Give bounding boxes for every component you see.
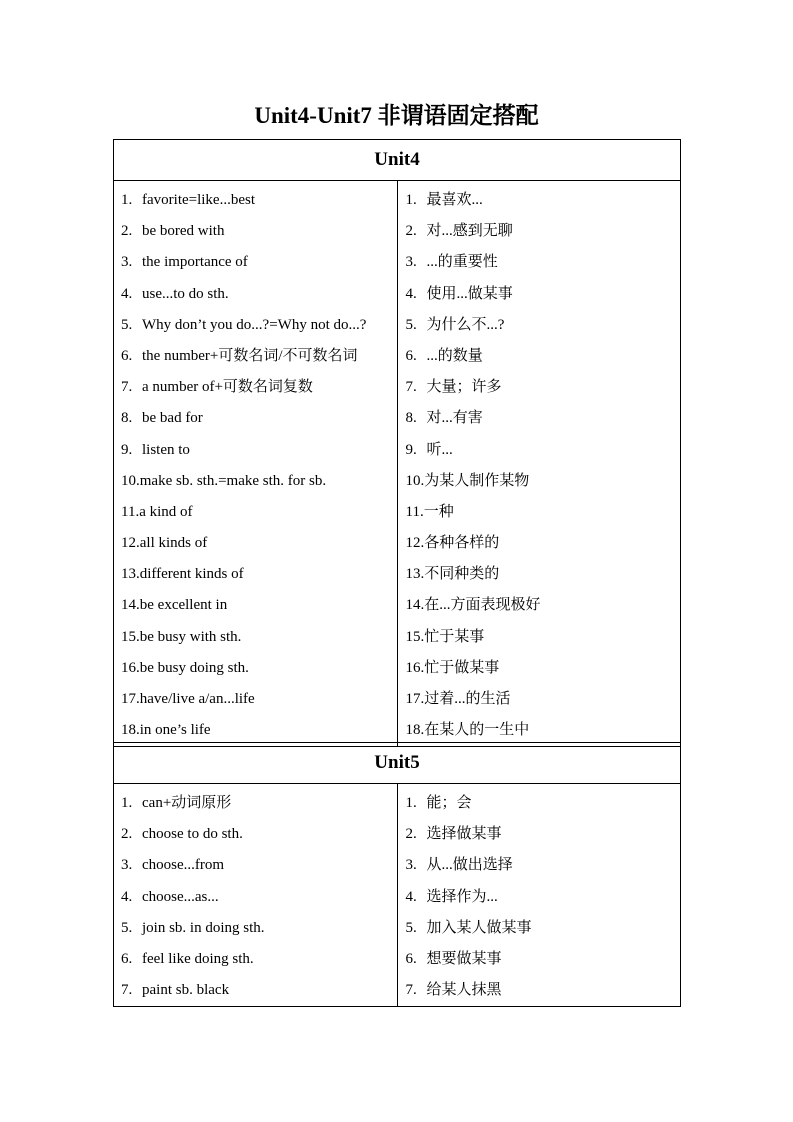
list-item [114,850,397,881]
item-number: 13. [121,566,140,583]
chinese-meaning: 选择做某事 [426,826,502,843]
list-item [398,913,681,944]
item-number: 7. [121,982,133,999]
list-item [398,944,681,975]
english-phrase: the importance of [142,254,248,271]
item-number: 2. [121,826,133,843]
chinese-meaning: 在...方面表现极好 [424,597,541,614]
item-number: 2. [405,223,417,240]
list-item [398,788,681,819]
list-item [398,975,681,1006]
list-item [114,435,397,466]
item-number: 17. [405,691,425,707]
unit4-chinese-list [398,181,681,746]
item-number: 6. [121,950,133,967]
chinese-meaning: 过着...的生活 [424,691,511,707]
unit4-header-row [114,140,681,181]
english-phrase: Why don’t you do...?=Why not do...? [142,316,367,333]
item-number: 12. [405,535,425,552]
chinese-meaning: 为什么不...? [426,316,505,333]
unit4-chinese-column [397,181,681,747]
chinese-meaning: 大量；许多 [426,379,502,396]
english-phrase: use...to do sth. [142,285,229,302]
list-item [114,185,397,216]
item-number: 1. [405,795,417,811]
english-phrase: choose to do sth. [142,826,243,843]
chinese-meaning: 听... [426,441,453,458]
list-item [398,819,681,850]
item-number: 6. [121,347,133,364]
chinese-meaning: 选择作为... [426,888,498,905]
unit5-header: Unit5 [114,743,681,784]
english-phrase: join sb. in doing sth. [142,919,265,936]
chinese-meaning: ...的数量 [426,347,483,364]
english-phrase: paint sb. black [142,982,230,999]
english-phrase: can+动词原形 [142,795,232,811]
english-phrase: be excellent in [139,597,228,614]
list-item [114,403,397,434]
english-phrase: have/live a/an...life [139,691,255,707]
english-phrase: be bad for [142,410,203,427]
item-number: 4. [121,285,133,302]
list-item [398,684,681,715]
item-number: 5. [121,919,133,936]
list-item [114,559,397,590]
chinese-meaning: 对...感到无聊 [426,223,513,240]
english-phrase: a number of+可数名词复数 [142,379,313,396]
list-item [114,622,397,653]
item-number: 7. [121,379,133,396]
item-number: 6. [405,347,417,364]
chinese-meaning: ...的重要性 [426,254,498,271]
item-number: 15. [121,628,140,645]
item-number: 5. [121,316,133,333]
list-item [114,310,397,341]
english-phrase: in one’s life [139,722,211,739]
chinese-meaning: 想要做某事 [426,950,502,967]
item-number: 6. [405,950,417,967]
item-number: 17. [121,691,140,707]
chinese-meaning: 不同种类的 [424,566,500,583]
unit5-chinese-list [398,784,681,1006]
english-phrase: all kinds of [139,535,208,552]
list-item [114,653,397,684]
english-phrase: favorite=like...best [142,192,256,208]
item-number: 15. [405,628,425,645]
list-item [398,528,681,559]
item-number: 4. [405,285,417,302]
chinese-meaning: 从...做出选择 [426,857,513,874]
english-phrase: a kind of [139,503,193,520]
item-number: 5. [405,919,417,936]
chinese-meaning: 为某人制作某物 [424,472,530,489]
list-item [398,372,681,403]
english-phrase: different kinds of [139,566,244,583]
item-number: 11. [405,503,424,520]
list-item [398,559,681,590]
item-number: 16. [121,659,140,676]
list-item [398,310,681,341]
unit4-table [113,139,681,747]
chinese-meaning: 最喜欢... [426,192,483,208]
unit4-header: Unit4 [114,140,681,181]
chinese-meaning: 在某人的一生中 [424,722,530,739]
item-number: 5. [405,316,417,333]
item-number: 13. [405,566,425,583]
item-number: 18. [121,722,140,739]
chinese-meaning: 忙于做某事 [424,659,500,676]
item-number: 10. [121,472,140,489]
unit4-english-list [114,181,397,746]
list-item [114,944,397,975]
english-phrase: be busy doing sth. [139,659,249,676]
list-item [114,497,397,528]
list-item [398,279,681,310]
list-item [114,341,397,372]
item-number: 9. [121,441,133,458]
page-title: Unit4-Unit7 非谓语固定搭配 [254,103,539,128]
item-number: 10. [405,472,425,489]
list-item [114,590,397,621]
english-phrase: be busy with sth. [139,628,242,645]
chinese-meaning: 使用...做某事 [426,285,513,302]
chinese-meaning: 加入某人做某事 [426,919,532,936]
list-item [114,913,397,944]
chinese-meaning: 给某人抹黑 [426,982,502,999]
unit5-english-list [114,784,397,1006]
list-item [114,372,397,403]
english-phrase: the number+可数名词/不可数名词 [142,347,358,364]
item-number: 11. [121,503,140,520]
list-item [114,684,397,715]
list-item [114,279,397,310]
list-item [114,975,397,1006]
list-item [398,466,681,497]
list-item [114,819,397,850]
list-item [398,590,681,621]
item-number: 16. [405,659,425,676]
unit4-english-column [114,181,398,747]
chinese-meaning: 一种 [423,503,454,520]
chinese-meaning: 对...有害 [426,410,483,427]
english-phrase: choose...from [142,857,225,874]
list-item [398,435,681,466]
item-number: 7. [405,379,417,396]
item-number: 4. [121,888,133,905]
item-number: 9. [405,441,417,458]
list-item [398,341,681,372]
list-item [114,788,397,819]
list-item [114,882,397,913]
english-phrase: choose...as... [142,888,219,905]
list-item [398,850,681,881]
list-item [398,497,681,528]
item-number: 3. [405,254,417,271]
item-number: 14. [121,597,140,614]
item-number: 7. [405,982,417,999]
item-number: 3. [121,857,133,874]
list-item [398,653,681,684]
item-number: 8. [121,410,133,427]
item-number: 18. [405,722,425,739]
english-phrase: make sb. sth.=make sth. for sb. [139,472,327,489]
item-number: 3. [121,254,133,271]
item-number: 4. [405,888,417,905]
list-item [114,528,397,559]
item-number: 12. [121,535,140,552]
list-item [398,247,681,278]
english-phrase: listen to [142,441,190,458]
unit5-body-row [114,784,681,1007]
item-number: 2. [405,826,417,843]
item-number: 1. [121,795,133,811]
list-item [398,622,681,653]
chinese-meaning: 能；会 [426,795,472,811]
item-number: 1. [121,192,133,208]
list-item [398,185,681,216]
list-item [114,247,397,278]
english-phrase: feel like doing sth. [142,950,254,967]
item-number: 14. [405,597,425,614]
list-item [398,403,681,434]
list-item [398,882,681,913]
chinese-meaning: 忙于某事 [424,628,485,645]
item-number: 2. [121,223,133,240]
chinese-meaning: 各种各样的 [424,535,500,552]
item-number: 8. [405,410,417,427]
unit5-english-column [114,784,398,1007]
unit5-table [113,742,681,1007]
item-number: 1. [405,192,417,208]
list-item [114,216,397,247]
unit4-body-row [114,181,681,747]
english-phrase: be bored with [142,223,225,240]
unit5-header-row [114,743,681,784]
list-item [398,216,681,247]
item-number: 3. [405,857,417,874]
unit5-chinese-column [397,784,681,1007]
list-item [114,466,397,497]
